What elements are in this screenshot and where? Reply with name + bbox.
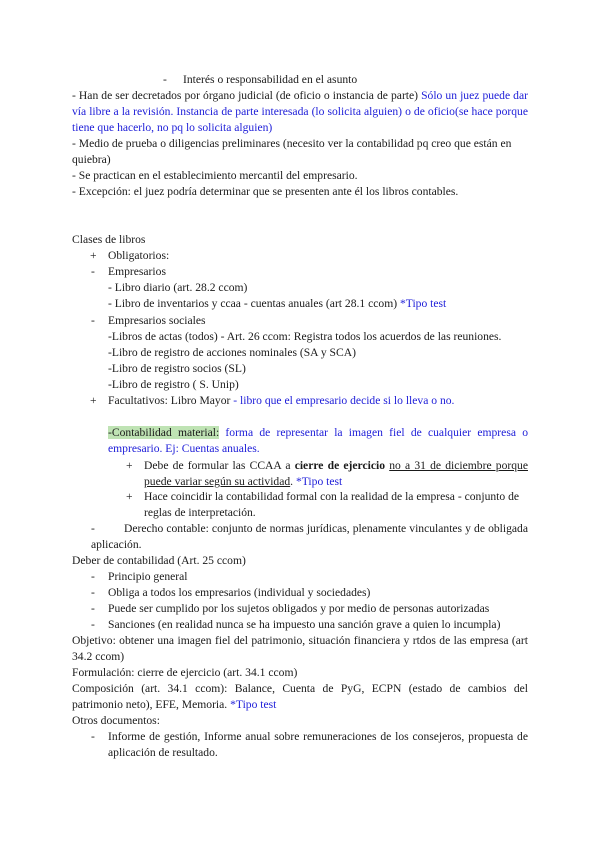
dash-bullet: -: [91, 586, 95, 599]
text-empresarios: Empresarios: [108, 265, 166, 278]
paragraph-formular-ccaa: Debe de formular las CCAA a cierre de ejercicio no a 31 de diciembre porque puede variar según su actividad. *Tipo test: [144, 459, 528, 488]
dash-bullet: -: [91, 602, 95, 615]
paragraph-decretados: - Han de ser decretados por órgano judicial (de oficio o instancia de parte) Sólo un juez puede dar vía libre a la revisión. Instancia de parte interesada (lo solicita alguien) o de oficio(se hace porque tiene que hacerlo, no pq lo solicita alguien): [72, 89, 528, 134]
paragraph-excepcion: - Excepción: el juez podría determinar que se presenten ante él los libros contables.: [72, 185, 459, 198]
text-libro-inventarios: - Libro de inventarios y ccaa - cuentas anuales (art 28.1 ccom) *Tipo test: [108, 297, 447, 310]
text-libro-actas: -Libros de actas (todos) - Art. 26 ccom: Registra todos los acuerdos de las reuniones.: [108, 330, 502, 343]
text-facultativos: Facultativos: Libro Mayor - libro que el empresario decide si lo lleva o no.: [108, 394, 455, 407]
paragraph-hace-coincidir: Hace coincidir la contabilidad formal con la realidad de la empresa - conjunto de reglas de interpretación.: [144, 490, 520, 519]
text-libro-socios: -Libro de registro socios (SL): [108, 362, 246, 375]
paragraph-contabilidad-material: -Contabilidad material: forma de representar la imagen fiel de cualquier empresa o empresario. Ej: Cuentas anuales.: [108, 426, 528, 455]
plus-bullet: +: [126, 490, 133, 503]
list-item: Sanciones (en realidad nunca se ha impuesto una sanción grave a quien lo incumpla): [108, 618, 501, 631]
text-libro-acciones: -Libro de registro de acciones nominales (SA y SCA): [108, 346, 356, 359]
text-libro-diario: - Libro diario (art. 28.2 ccom): [108, 281, 248, 294]
heading-clases-libros: Clases de libros: [72, 233, 146, 246]
plus-bullet: +: [90, 394, 97, 407]
bullet-dash: -: [163, 73, 167, 86]
list-item: Principio general: [108, 570, 188, 583]
plus-bullet: +: [90, 249, 97, 262]
text-obligatorios: Obligatorios:: [108, 249, 170, 262]
dash-bullet: -: [91, 618, 95, 631]
list-item: Informe de gestión, Informe anual sobre remuneraciones de los consejeros, propuesta de aplicación de resultado.: [108, 730, 528, 759]
dash-bullet: -: [91, 730, 95, 743]
text-libro-unip: -Libro de registro ( S. Unip): [108, 378, 239, 391]
dash-bullet: -: [91, 314, 95, 327]
list-item: Puede ser cumplido por los sujetos obligados y por medio de personas autorizadas: [108, 602, 490, 615]
heading-deber-contabilidad: Deber de contabilidad (Art. 25 ccom): [72, 554, 246, 567]
paragraph-objetivo: Objetivo: obtener una imagen fiel del patrimonio, situación financiera y rtdos de las empresa (art 34.2 ccom): [72, 634, 528, 663]
paragraph-derecho-contable: Derecho contable: conjunto de normas jurídicas, plenamente vinculantes y de obligada aplicación.: [91, 522, 528, 551]
dash-bullet: -: [91, 570, 95, 583]
paragraph-medio-prueba: - Medio de prueba o diligencias preliminares (necesito ver la contabilidad pq creo que están en quiebra): [72, 137, 512, 166]
heading-otros-documentos: Otros documentos:: [72, 714, 160, 727]
paragraph-formulacion: Formulación: cierre de ejercicio (art. 34.1 ccom): [72, 666, 298, 679]
paragraph-composicion: Composición (art. 34.1 ccom): Balance, Cuenta de PyG, ECPN (estado de cambios del patrimonio neto), EFE, Memoria. *Tipo test: [72, 682, 528, 711]
paragraph-establecimiento: - Se practican en el establecimiento mercantil del empresario.: [72, 169, 358, 182]
dash-bullet: -: [91, 265, 95, 278]
text-interes: Interés o responsabilidad en el asunto: [183, 73, 358, 86]
plus-bullet: +: [126, 459, 133, 472]
list-item: Obliga a todos los empresarios (individual y sociedades): [108, 586, 371, 599]
dash-bullet: -: [91, 522, 95, 535]
highlight-contabilidad-material: -Contabilidad material:: [108, 426, 220, 439]
text-empresarios-sociales: Empresarios sociales: [108, 314, 206, 327]
